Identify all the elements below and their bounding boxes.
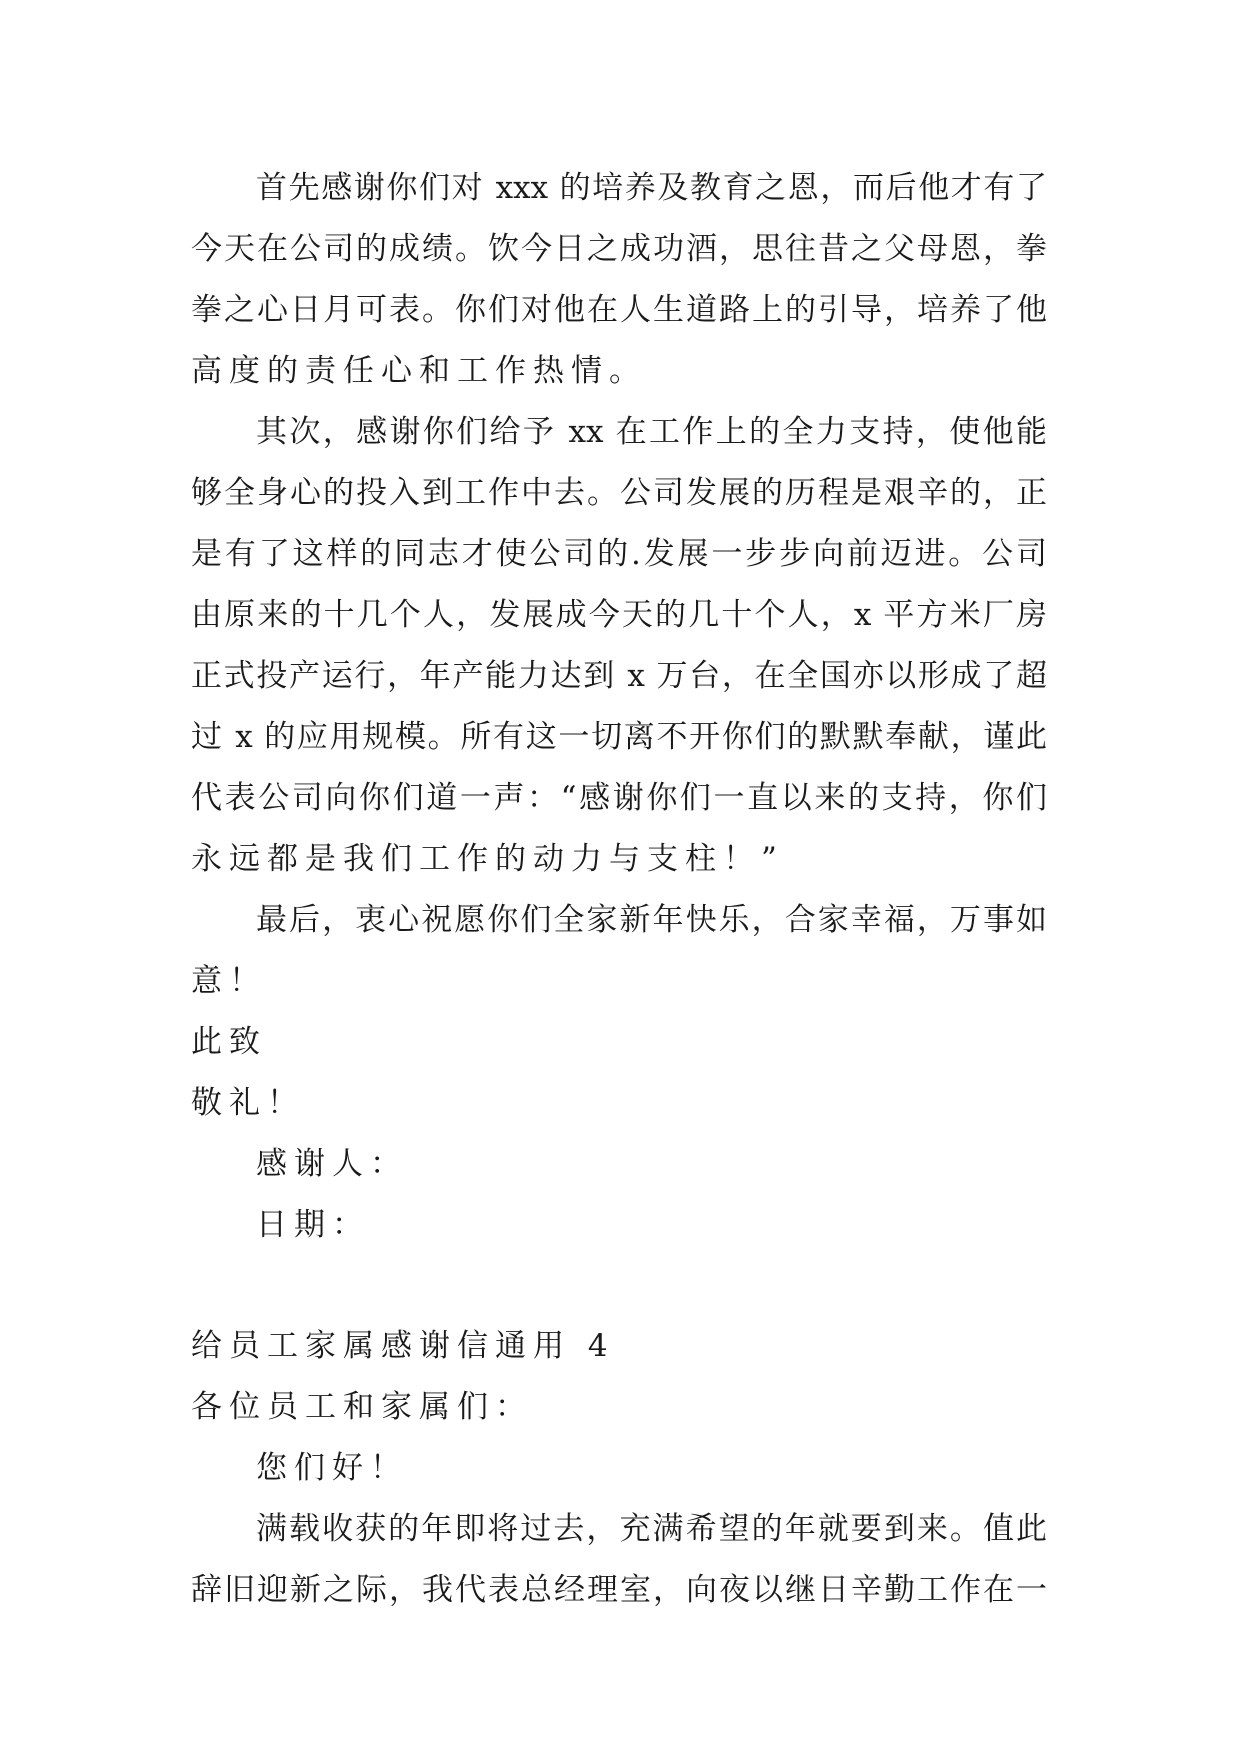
text-line: 代表公司向你们道一声：“感谢你们一直以来的支持，你们 [191, 780, 1047, 816]
text-line: 永远都是我们工作的动力与支柱！” [191, 841, 784, 877]
text-line: 今天在公司的成绩。饮今日之成功酒，思往昔之父母恩，拳 [191, 231, 1047, 267]
text-line: 高度的责任心和工作热情。 [191, 353, 647, 389]
thanker-label: 感谢人： [256, 1146, 408, 1182]
text-line: 够全身心的投入到工作中去。公司发展的历程是艰辛的，正 [191, 475, 1047, 511]
text-line: 意！ [191, 963, 267, 999]
letter-page [191, 158, 1051, 1621]
text-line: 正式投产运行，年产能力达到 x 万台，在全国亦以形成了超 [191, 658, 1047, 694]
closing-jingli: 敬礼！ [191, 1085, 305, 1121]
paragraph-year-end [191, 1499, 1051, 1621]
date-label: 日期： [256, 1207, 370, 1243]
greeting: 您们好！ [256, 1450, 408, 1486]
section-spacer [191, 1256, 1051, 1316]
text-line: 是有了这样的同志才使公司的.发展一步步向前迈进。公司 [191, 536, 1047, 572]
text-line: 辞旧迎新之际，我代表总经理室，向夜以继日辛勤工作在一 [191, 1572, 1047, 1608]
text-line: 最后，衷心祝愿你们全家新年快乐，合家幸福，万事如 [256, 902, 1047, 938]
text-line: 首先感谢你们对 xxx 的培养及教育之恩，而后他才有了 [256, 170, 1047, 206]
text-line: 其次，感谢你们给予 xx 在工作上的全力支持，使他能 [256, 414, 1047, 450]
paragraph-gratitude-upbringing [191, 158, 1051, 402]
closing-cizhi: 此致 [191, 1024, 267, 1060]
paragraph-new-year-wishes [191, 890, 1051, 1012]
paragraph-gratitude-support [191, 402, 1051, 890]
salutation: 各位员工和家属们： [191, 1389, 533, 1425]
text-line: 过 x 的应用规模。所有这一切离不开你们的默默奉献，谨此 [191, 719, 1047, 755]
section-title: 给员工家属感谢信通用 4 [191, 1328, 615, 1364]
text-line: 由原来的十几个人，发展成今天的几十个人，x 平方米厂房 [191, 597, 1047, 633]
text-line: 满载收获的年即将过去，充满希望的年就要到来。值此 [256, 1511, 1047, 1547]
text-line: 拳之心日月可表。你们对他在人生道路上的引导，培养了他 [191, 292, 1047, 328]
